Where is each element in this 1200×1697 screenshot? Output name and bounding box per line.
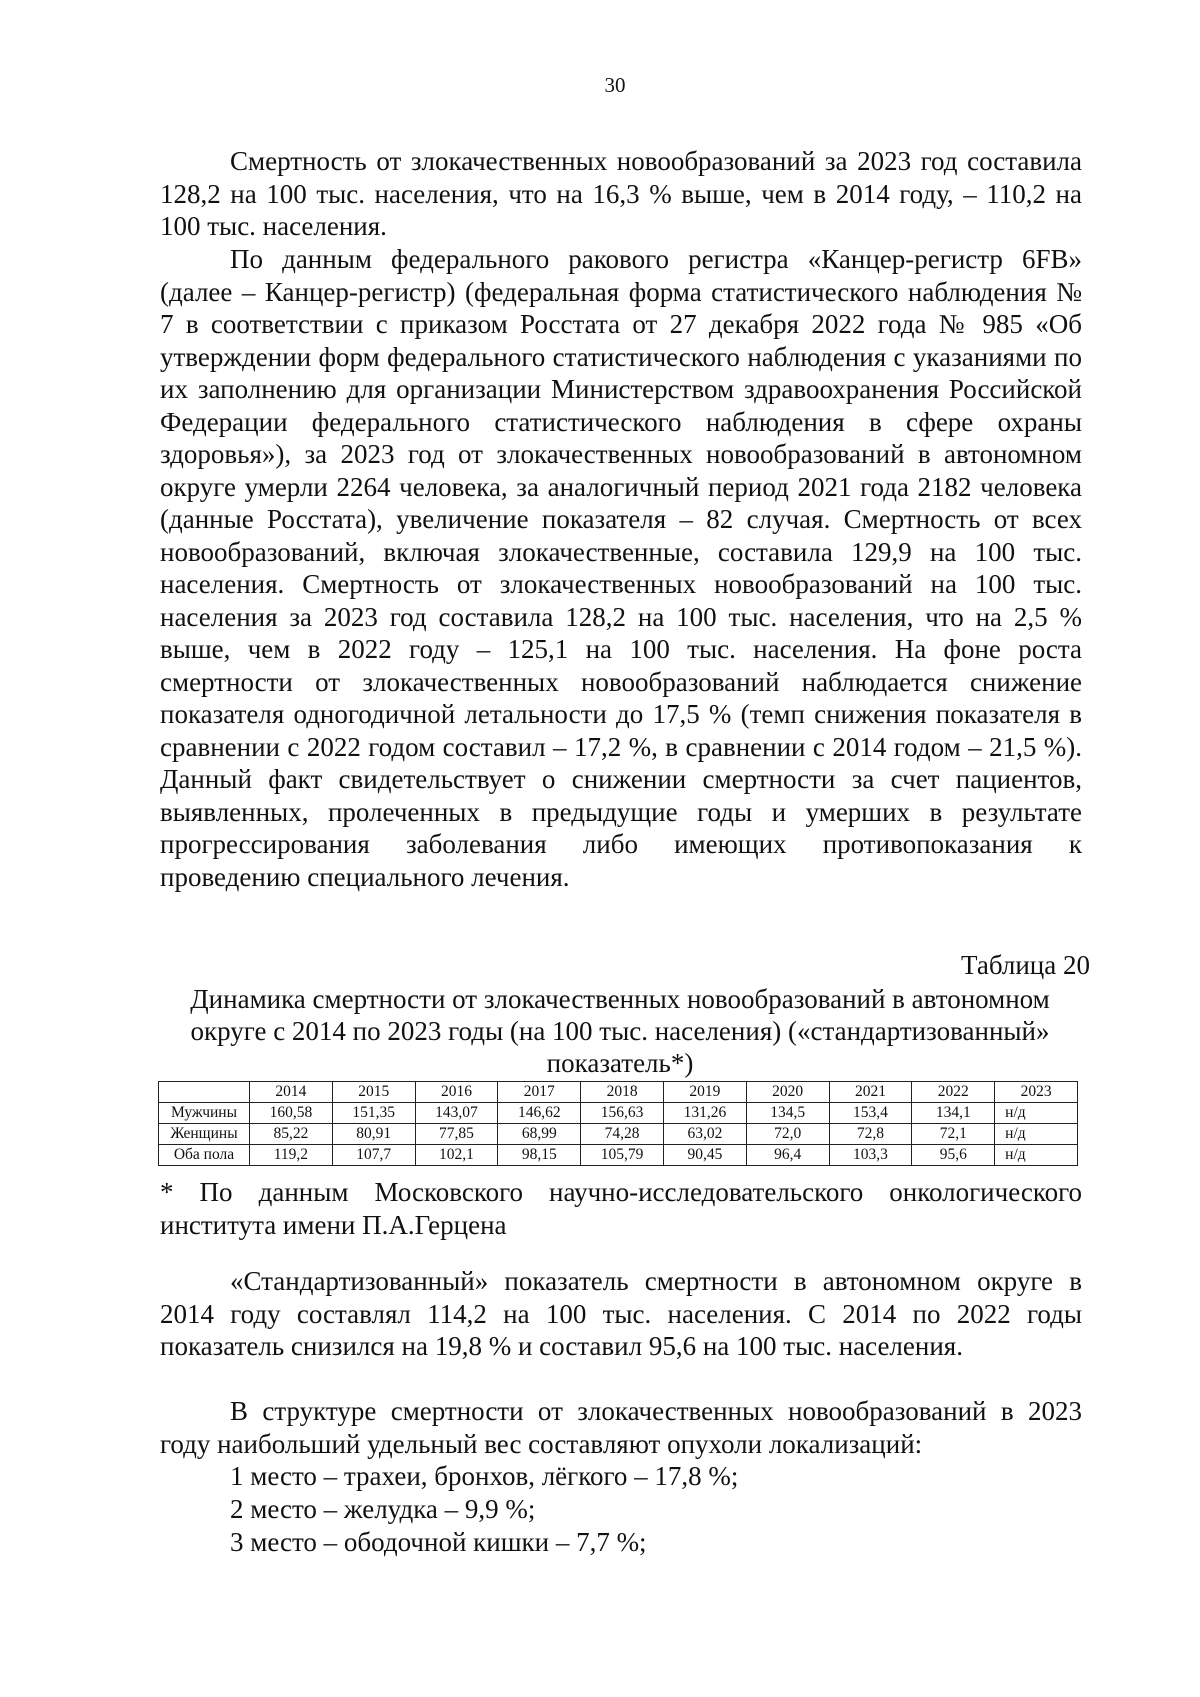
table-cell: н/д <box>995 1103 1078 1124</box>
list-item: 3 место – ободочной кишки – 7,7 %; <box>230 1527 647 1557</box>
paragraph-mortality-structure: В структуре смертности от злокачественных новообразований в 2023 году наибольший удельный вес составляют опухоли локализаций: <box>160 1396 1082 1459</box>
table-cell: 102,1 <box>415 1145 498 1166</box>
table-cell: 63,02 <box>663 1124 746 1145</box>
table-header-row <box>159 1082 1078 1103</box>
table-cell: 77,85 <box>415 1124 498 1145</box>
row-label: Мужчины <box>159 1103 250 1124</box>
table-header-cell: 2022 <box>912 1082 995 1103</box>
table-cell: 68,99 <box>498 1124 581 1145</box>
table-header-cell: 2015 <box>332 1082 415 1103</box>
table-cell: 98,15 <box>498 1145 581 1166</box>
paragraph-cancer-register: По данным федерального ракового регистра «Канцер-регистр 6FB» (далее – Канцер-регистр) (федеральная форма статистического наблюдения № 7 в соответствии с приказом Росстата от 27 декабря 2022 года № 985 «Об утверждении форм федерального статистического наблюдения с указаниями по их заполнению для организации Министерством здравоохранения Российской Федерации федерального статистического наблюдения в сфере охраны здоровья»), за 2023 год от злокачественных новообразований в автономном округе умерли 2264 человека, за аналогичный период 2021 года 2182 человека (данные Росстата), увеличение показателя – 82 случая. Смертность от всех новообразований, включая злокачественные, составила 129,9 на 100 тыс. населения. Смертность от злокачественных новообразований на 100 тыс. населения за 2023 год составила 128,2 на 100 тыс. населения, что на 2,5 % выше, чем в 2022 году – 125,1 на 100 тыс. населения. На фоне роста смертности от злокачественных новообразований наблюдается снижение показателя одногодичной летальности до 17,5 % (темп снижения показателя в сравнении с 2022 годом составил – 17,2 %, в сравнении с 2014 годом – 21,5 %). Данный факт свидетельствует о снижении смертности за счет пациентов, выявленных, пролеченных в предыдущие годы и умерших в результате прогрессирования заболевания либо имеющих противопоказания к проведению специального лечения. <box>160 244 1082 892</box>
table-cell: 151,35 <box>332 1103 415 1124</box>
row-label: Оба пола <box>159 1145 250 1166</box>
table-cell: 134,1 <box>912 1103 995 1124</box>
table-header-cell: 2019 <box>663 1082 746 1103</box>
paragraph-mortality-summary: Смертность от злокачественных новообразований за 2023 год составила 128,2 на 100 тыс. населения, что на 16,3 % выше, чем в 2014 году, – 110,2 на 100 тыс. населения. <box>160 146 1082 241</box>
list-item: 2 место – желудка – 9,9 %; <box>230 1494 536 1524</box>
table-cell: 95,6 <box>912 1145 995 1166</box>
table-row <box>159 1103 1078 1124</box>
table-footnote: * По данным Московского научно-исследовательского онкологического института имени П.А.Герцена <box>160 1177 1082 1240</box>
table-cell: 74,28 <box>581 1124 664 1145</box>
table-cell: 131,26 <box>663 1103 746 1124</box>
table-cell: 143,07 <box>415 1103 498 1124</box>
table-cell: 72,1 <box>912 1124 995 1145</box>
table-cell: 119,2 <box>250 1145 333 1166</box>
table-cell: 80,91 <box>332 1124 415 1145</box>
table-row <box>159 1124 1078 1145</box>
table-cell: 105,79 <box>581 1145 664 1166</box>
table-header-cell: 2016 <box>415 1082 498 1103</box>
list-item: 1 место – трахеи, бронхов, лёгкого – 17,8 %; <box>230 1461 739 1491</box>
table-cell: 72,8 <box>829 1124 912 1145</box>
table-cell: 96,4 <box>746 1145 829 1166</box>
table-cell: 103,3 <box>829 1145 912 1166</box>
table-header-cell: 2017 <box>498 1082 581 1103</box>
table-cell: 156,63 <box>581 1103 664 1124</box>
table-cell: н/д <box>995 1145 1078 1166</box>
mortality-table <box>158 1081 1078 1166</box>
table-cell: 107,7 <box>332 1145 415 1166</box>
table-cell: 134,5 <box>746 1103 829 1124</box>
table-cell: 85,22 <box>250 1124 333 1145</box>
row-label: Женщины <box>159 1124 250 1145</box>
paragraph-standardized-rate: «Стандартизованный» показатель смертности в автономном округе в 2014 году составлял 114,2 на 100 тыс. населения. С 2014 по 2022 годы показатель снизился на 19,8 % и составил 95,6 на 100 тыс. населения. <box>160 1266 1082 1361</box>
table-header-cell: 2018 <box>581 1082 664 1103</box>
table-cell: 90,45 <box>663 1145 746 1166</box>
table-cell: 146,62 <box>498 1103 581 1124</box>
table-header-cell: 2020 <box>746 1082 829 1103</box>
table-label: Таблица 20 <box>961 950 1090 980</box>
table-row <box>159 1145 1078 1166</box>
table-cell: н/д <box>995 1124 1078 1145</box>
table-header-cell <box>159 1082 250 1103</box>
page-number: 30 <box>604 73 626 97</box>
table-cell: 72,0 <box>746 1124 829 1145</box>
table-title: Динамика смертности от злокачественных новообразований в автономном округе с 2014 по 2023 годы (на 100 тыс. населения) («стандартизованный» показатель*) <box>190 984 1050 1078</box>
table-header-cell: 2014 <box>250 1082 333 1103</box>
table-cell: 160,58 <box>250 1103 333 1124</box>
table-header-cell: 2021 <box>829 1082 912 1103</box>
table-header-cell: 2023 <box>995 1082 1078 1103</box>
table-cell: 153,4 <box>829 1103 912 1124</box>
